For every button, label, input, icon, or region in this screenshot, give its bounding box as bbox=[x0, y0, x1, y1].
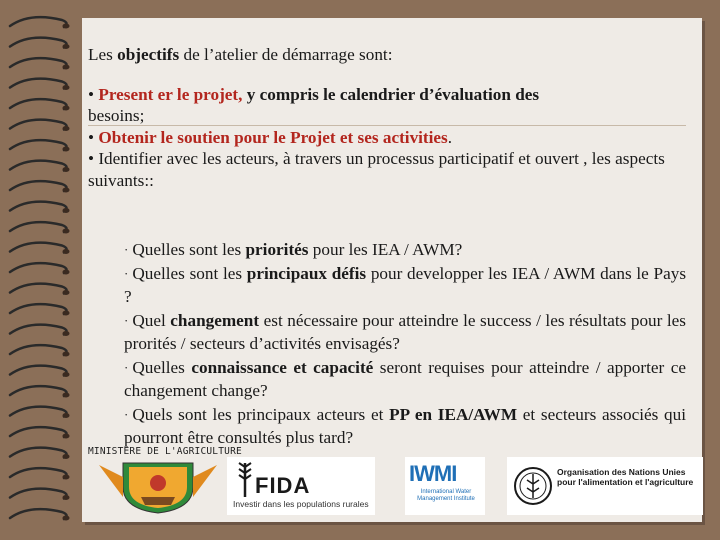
question-text: Quels sont les principaux acteurs et bbox=[132, 404, 390, 424]
spiral-ring bbox=[10, 58, 67, 68]
spiral-ring bbox=[10, 17, 67, 27]
spiral-hole bbox=[63, 147, 70, 152]
spiral-ring bbox=[10, 222, 67, 232]
question-text: pour les IEA / AWM? bbox=[308, 240, 463, 259]
bullet-marker: • bbox=[88, 127, 99, 147]
fao-emblem-icon bbox=[513, 466, 553, 506]
spiral-ring bbox=[10, 489, 67, 499]
spiral-ring bbox=[10, 386, 67, 396]
niger-coat-of-arms-logo bbox=[93, 457, 223, 515]
spiral-hole bbox=[63, 372, 70, 377]
spiral-hole bbox=[63, 270, 70, 275]
intro-suffix: de l’atelier de démarrage sont: bbox=[179, 45, 393, 64]
spiral-hole bbox=[63, 44, 70, 49]
spiral-ring bbox=[10, 427, 67, 437]
spiral-hole bbox=[63, 208, 70, 213]
ministry-label: MINISTERE DE L'AGRICULTURE bbox=[88, 446, 242, 457]
question-item bbox=[124, 403, 686, 450]
questions-list bbox=[124, 238, 686, 450]
question-text: est nécessaire pour atteindre le success / les résultats pour les prorités / secteurs d’activités envisagés? bbox=[124, 310, 686, 353]
spiral-ring bbox=[10, 79, 67, 89]
bullet-bold: y compris le calendrier d’évaluation des bbox=[242, 84, 540, 104]
spiral-hole bbox=[63, 188, 70, 193]
intro-bold: objectifs bbox=[117, 45, 180, 64]
spiral-ring bbox=[10, 407, 67, 417]
spiral-hole bbox=[63, 85, 70, 90]
spiral-hole bbox=[63, 126, 70, 131]
question-item bbox=[124, 356, 686, 403]
question-bold: priorités bbox=[245, 240, 309, 259]
spiral-ring bbox=[10, 468, 67, 478]
spiral-ring bbox=[10, 161, 67, 171]
bullet-text: Identifier avec les acteurs, à travers un processus participatif et ouvert , les aspects suivants:: bbox=[88, 149, 665, 190]
bullet-identify bbox=[88, 148, 688, 191]
bullet-rest: . bbox=[447, 127, 453, 147]
fida-name: FIDA bbox=[255, 473, 311, 498]
bullet-dot-icon: · bbox=[124, 359, 129, 375]
question-text: Quelles bbox=[132, 357, 192, 377]
iwmi-subtitle: International Water Management Institute bbox=[417, 489, 475, 502]
spiral-hole bbox=[63, 413, 70, 418]
spiral-hole bbox=[63, 495, 70, 500]
bullet-marker: • bbox=[88, 149, 99, 168]
question-bold: connaissance et capacité bbox=[191, 357, 374, 377]
question-text: pour developper les IEA / AWM dans le Pays ? bbox=[124, 263, 687, 306]
spiral-ring bbox=[10, 99, 67, 109]
question-item bbox=[124, 238, 686, 262]
coat-of-arms-icon bbox=[93, 457, 223, 515]
bullet-dot-icon: · bbox=[124, 265, 129, 281]
spiral-hole bbox=[63, 24, 70, 29]
spiral-hole bbox=[63, 65, 70, 70]
spiral-hole bbox=[63, 311, 70, 316]
question-text: seront requises pour atteindre / apporter ce changement change? bbox=[124, 357, 686, 400]
spiral-hole bbox=[63, 331, 70, 336]
spiral-hole bbox=[63, 434, 70, 439]
bullet-red: Obtenir le soutien pour le Projet et ses activities bbox=[98, 127, 448, 147]
question-text: Quelles sont les bbox=[132, 240, 246, 259]
spiral-hole bbox=[63, 475, 70, 480]
spiral-hole bbox=[63, 516, 70, 521]
bullet-dot-icon: · bbox=[124, 312, 129, 328]
spiral-ring bbox=[10, 284, 67, 294]
question-bold: principaux défis bbox=[246, 263, 367, 283]
fao-name: Organisation des Nations Unies pour l'alimentation et l'agriculture bbox=[557, 467, 694, 487]
spiral-ring bbox=[10, 509, 67, 519]
spiral-hole bbox=[63, 229, 70, 234]
fida-logo bbox=[227, 457, 375, 515]
spiral-ring bbox=[10, 366, 67, 376]
bullet-dot-icon: · bbox=[124, 242, 129, 257]
spiral-hole bbox=[63, 454, 70, 459]
spiral-hole bbox=[63, 290, 70, 295]
question-text: et secteurs associés qui pourront être consultés plus tard? bbox=[124, 404, 687, 447]
question-bold: PP en IEA/AWM bbox=[389, 404, 518, 424]
bullet-dot-icon: · bbox=[124, 406, 129, 422]
spiral-ring bbox=[10, 325, 67, 335]
spiral-ring bbox=[10, 140, 67, 150]
spiral-hole bbox=[63, 249, 70, 254]
spiral-ring bbox=[10, 243, 67, 253]
spiral-ring bbox=[10, 202, 67, 212]
spiral-ring bbox=[10, 304, 67, 314]
question-text: Quel bbox=[132, 310, 171, 330]
question-text: Quelles sont les bbox=[132, 263, 247, 283]
spiral-hole bbox=[63, 167, 70, 172]
spiral-ring bbox=[10, 263, 67, 273]
spiral-hole bbox=[63, 352, 70, 357]
spiral-ring bbox=[10, 345, 67, 355]
question-item bbox=[124, 262, 686, 309]
partner-logos bbox=[93, 457, 705, 515]
question-item bbox=[124, 309, 686, 356]
spiral-hole bbox=[63, 393, 70, 398]
iwmi-logo bbox=[405, 457, 485, 515]
spiral-ring bbox=[10, 448, 67, 458]
spiral-ring bbox=[10, 181, 67, 191]
iwmi-name: IWMI bbox=[409, 461, 457, 486]
bullet-rest: besoins; bbox=[88, 106, 145, 125]
intro-prefix: Les bbox=[88, 45, 118, 64]
question-bold: changement bbox=[170, 310, 260, 330]
spiral-binding bbox=[0, 10, 90, 530]
spiral-ring bbox=[10, 120, 67, 130]
spiral-hole bbox=[63, 106, 70, 111]
bullet-marker: • bbox=[88, 84, 99, 104]
bullet-support bbox=[88, 127, 688, 149]
objectives-text bbox=[88, 44, 688, 191]
bullet-present bbox=[88, 84, 688, 127]
spiral-ring bbox=[10, 38, 67, 48]
fao-logo bbox=[507, 457, 703, 515]
bullet-red: Present er le projet, bbox=[98, 84, 243, 104]
intro-line bbox=[88, 44, 688, 66]
fida-tagline: Investir dans les populations rurales bbox=[233, 499, 369, 509]
